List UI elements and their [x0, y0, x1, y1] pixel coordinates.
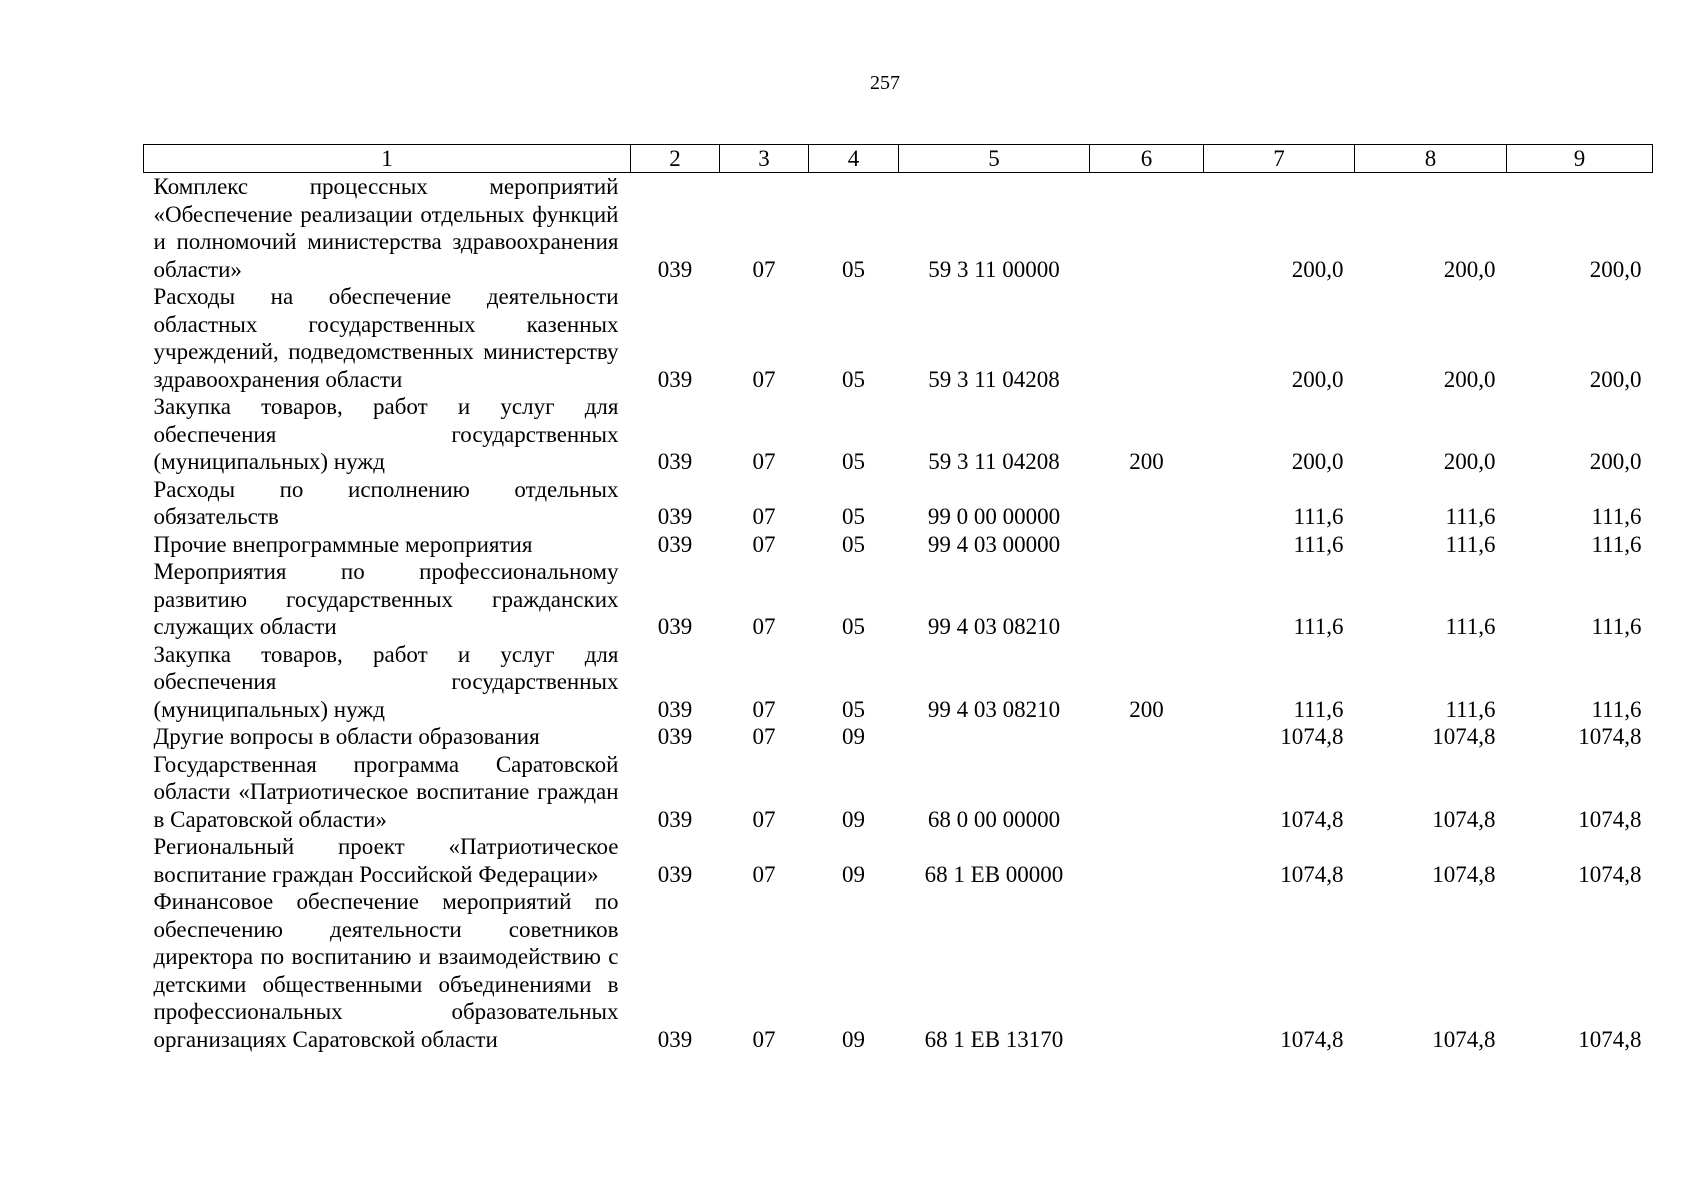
- row-col-5: 59 3 11 04208: [928, 366, 1060, 392]
- row-col-6: [1090, 531, 1204, 559]
- row-description: Комплекс процессных мероприятий «Обеспечение реализации отдельных функций и полномочий министерства здравоохранения области»: [153, 174, 619, 282]
- row-col-8: 1074,8: [1432, 724, 1496, 749]
- table-row: [144, 531, 1653, 559]
- row-col-9: 1074,8: [1578, 806, 1642, 832]
- table-row: [144, 833, 1653, 888]
- row-col-8: 111,6: [1445, 614, 1496, 639]
- row-col-7: 200,0: [1291, 366, 1344, 392]
- row-col-6: [1090, 723, 1204, 751]
- row-col-9: 1074,8: [1578, 724, 1642, 749]
- row-col-3: 07: [752, 504, 776, 529]
- row-col-9: 1074,8: [1578, 1026, 1642, 1052]
- table-row: [144, 723, 1653, 751]
- row-description: Государственная программа Саратовской области «Патриотическое воспитание граждан в Саратовской области»: [153, 751, 619, 832]
- row-col-6: [1090, 558, 1204, 641]
- row-col-8: 1074,8: [1432, 806, 1496, 832]
- row-col-4: 09: [842, 861, 865, 887]
- row-col-3: 07: [752, 449, 776, 474]
- row-col-2: 039: [657, 724, 693, 749]
- row-col-7: 1074,8: [1280, 724, 1344, 749]
- row-col-8: 111,6: [1445, 504, 1496, 529]
- row-col-6: [1090, 751, 1204, 834]
- row-col-4: 05: [842, 449, 865, 474]
- row-description: Региональный проект «Патриотическое воспитание граждан Российской Федерации»: [153, 834, 619, 887]
- column-header-3: 3: [720, 145, 809, 173]
- table-row: [144, 393, 1653, 476]
- row-col-7: 1074,8: [1280, 1026, 1344, 1052]
- row-col-8: 200,0: [1443, 449, 1496, 474]
- row-col-8: 1074,8: [1432, 1026, 1496, 1052]
- table-row: [144, 888, 1653, 1053]
- row-col-5: 59 3 11 04208: [928, 449, 1060, 474]
- row-col-4: 05: [842, 531, 865, 557]
- row-col-3: 07: [752, 366, 776, 392]
- row-col-2: 039: [657, 449, 693, 474]
- row-description: Закупка товаров, работ и услуг для обеспечения государственных (муниципальных) нужд: [153, 394, 619, 474]
- row-col-9: 111,6: [1591, 696, 1642, 722]
- row-col-9: 200,0: [1589, 256, 1642, 282]
- column-header-4: 4: [809, 145, 899, 173]
- row-col-6: 200: [1129, 696, 1164, 722]
- row-description: Расходы по исполнению отдельных обязательств: [153, 476, 619, 529]
- row-description: Закупка товаров, работ и услуг для обеспечения государственных (муниципальных) нужд: [153, 641, 619, 722]
- row-col-2: 039: [657, 531, 693, 557]
- row-col-3: 07: [752, 614, 776, 639]
- row-col-3: 07: [752, 696, 776, 722]
- table-body: [144, 173, 1653, 1054]
- row-col-5: 99 4 03 08210: [927, 614, 1061, 639]
- row-col-6: [1090, 283, 1204, 393]
- row-description: Финансовое обеспечение мероприятий по обеспечению деятельности советников директора по воспитанию и взаимодействию с детскими общественными объединениями в профессиональных образовательных организациях Саратовской области: [153, 889, 619, 1052]
- row-col-7: 1074,8: [1280, 861, 1344, 887]
- column-header-7: 7: [1204, 145, 1355, 173]
- row-col-5: 99 4 03 08210: [927, 696, 1061, 722]
- row-col-2: 039: [657, 1026, 693, 1052]
- row-description: Другие вопросы в области образования: [153, 724, 540, 749]
- row-col-5: 99 4 03 00000: [927, 531, 1061, 557]
- table-row: [144, 558, 1653, 641]
- row-description: Прочие внепрограммные мероприятия: [153, 531, 533, 557]
- row-col-8: 111,6: [1445, 531, 1496, 557]
- row-col-8: 200,0: [1443, 366, 1496, 392]
- row-col-2: 039: [657, 696, 693, 722]
- row-col-2: 039: [657, 614, 693, 639]
- row-col-8: 111,6: [1445, 696, 1496, 722]
- table-row: [144, 173, 1653, 284]
- row-description: Расходы на обеспечение деятельности областных государственных казенных учреждений, подведомственных министерству здравоохранения области: [153, 284, 619, 392]
- row-col-7: 200,0: [1291, 449, 1344, 474]
- row-col-7: 111,6: [1293, 696, 1344, 722]
- row-col-4: 05: [842, 504, 865, 529]
- column-header-6: 6: [1090, 145, 1204, 173]
- row-col-7: 200,0: [1291, 256, 1344, 282]
- row-col-2: 039: [657, 256, 693, 282]
- row-col-7: 111,6: [1293, 614, 1344, 639]
- column-header-8: 8: [1355, 145, 1507, 173]
- row-col-4: 05: [842, 614, 865, 639]
- row-col-4: 05: [842, 256, 865, 282]
- row-col-9: 111,6: [1591, 531, 1642, 557]
- row-col-5: 68 1 ЕВ 13170: [924, 1026, 1064, 1052]
- row-col-2: 039: [657, 366, 693, 392]
- row-col-5: 59 3 11 00000: [928, 256, 1060, 282]
- row-col-7: 1074,8: [1280, 806, 1344, 832]
- row-col-2: 039: [657, 806, 693, 832]
- row-col-5: 68 1 ЕВ 00000: [924, 861, 1064, 887]
- row-col-4: 09: [842, 724, 865, 749]
- table-row: [144, 283, 1653, 393]
- column-header-5: 5: [899, 145, 1090, 173]
- table-row: [144, 751, 1653, 834]
- column-header-9: 9: [1507, 145, 1653, 173]
- row-col-9: 200,0: [1589, 449, 1642, 474]
- row-col-7: 111,6: [1293, 504, 1344, 529]
- row-col-8: 200,0: [1443, 256, 1496, 282]
- row-col-5: [899, 723, 1090, 751]
- row-col-2: 039: [657, 504, 693, 529]
- row-col-4: 09: [842, 1026, 865, 1052]
- row-col-6: [1090, 888, 1204, 1053]
- row-col-3: 07: [752, 724, 776, 749]
- row-col-2: 039: [657, 861, 693, 887]
- column-header-1: 1: [144, 145, 631, 173]
- row-col-8: 1074,8: [1432, 861, 1496, 887]
- row-col-7: 111,6: [1293, 531, 1344, 557]
- row-col-4: 05: [842, 366, 865, 392]
- row-col-3: 07: [752, 1026, 776, 1052]
- row-col-6: [1090, 833, 1204, 888]
- table-row: [144, 476, 1653, 531]
- row-col-5: 68 0 00 00000: [927, 806, 1061, 832]
- budget-table: [143, 144, 1653, 1053]
- row-description: Мероприятия по профессиональному развитию государственных гражданских служащих области: [153, 559, 619, 639]
- row-col-3: 07: [752, 256, 776, 282]
- row-col-9: 111,6: [1591, 614, 1642, 639]
- row-col-3: 07: [752, 806, 776, 832]
- row-col-9: 111,6: [1591, 504, 1642, 529]
- row-col-3: 07: [752, 531, 776, 557]
- page-number: 257: [870, 72, 900, 94]
- row-col-6: 200: [1129, 449, 1164, 474]
- row-col-6: [1090, 173, 1204, 284]
- row-col-4: 09: [842, 806, 865, 832]
- row-col-9: 200,0: [1589, 366, 1642, 392]
- row-col-4: 05: [842, 696, 865, 722]
- column-header-2: 2: [631, 145, 720, 173]
- table-row: [144, 641, 1653, 724]
- row-col-3: 07: [752, 861, 776, 887]
- row-col-5: 99 0 00 00000: [927, 504, 1061, 529]
- row-col-9: 1074,8: [1578, 861, 1642, 887]
- table-header-row: [144, 145, 1653, 173]
- row-col-6: [1090, 476, 1204, 531]
